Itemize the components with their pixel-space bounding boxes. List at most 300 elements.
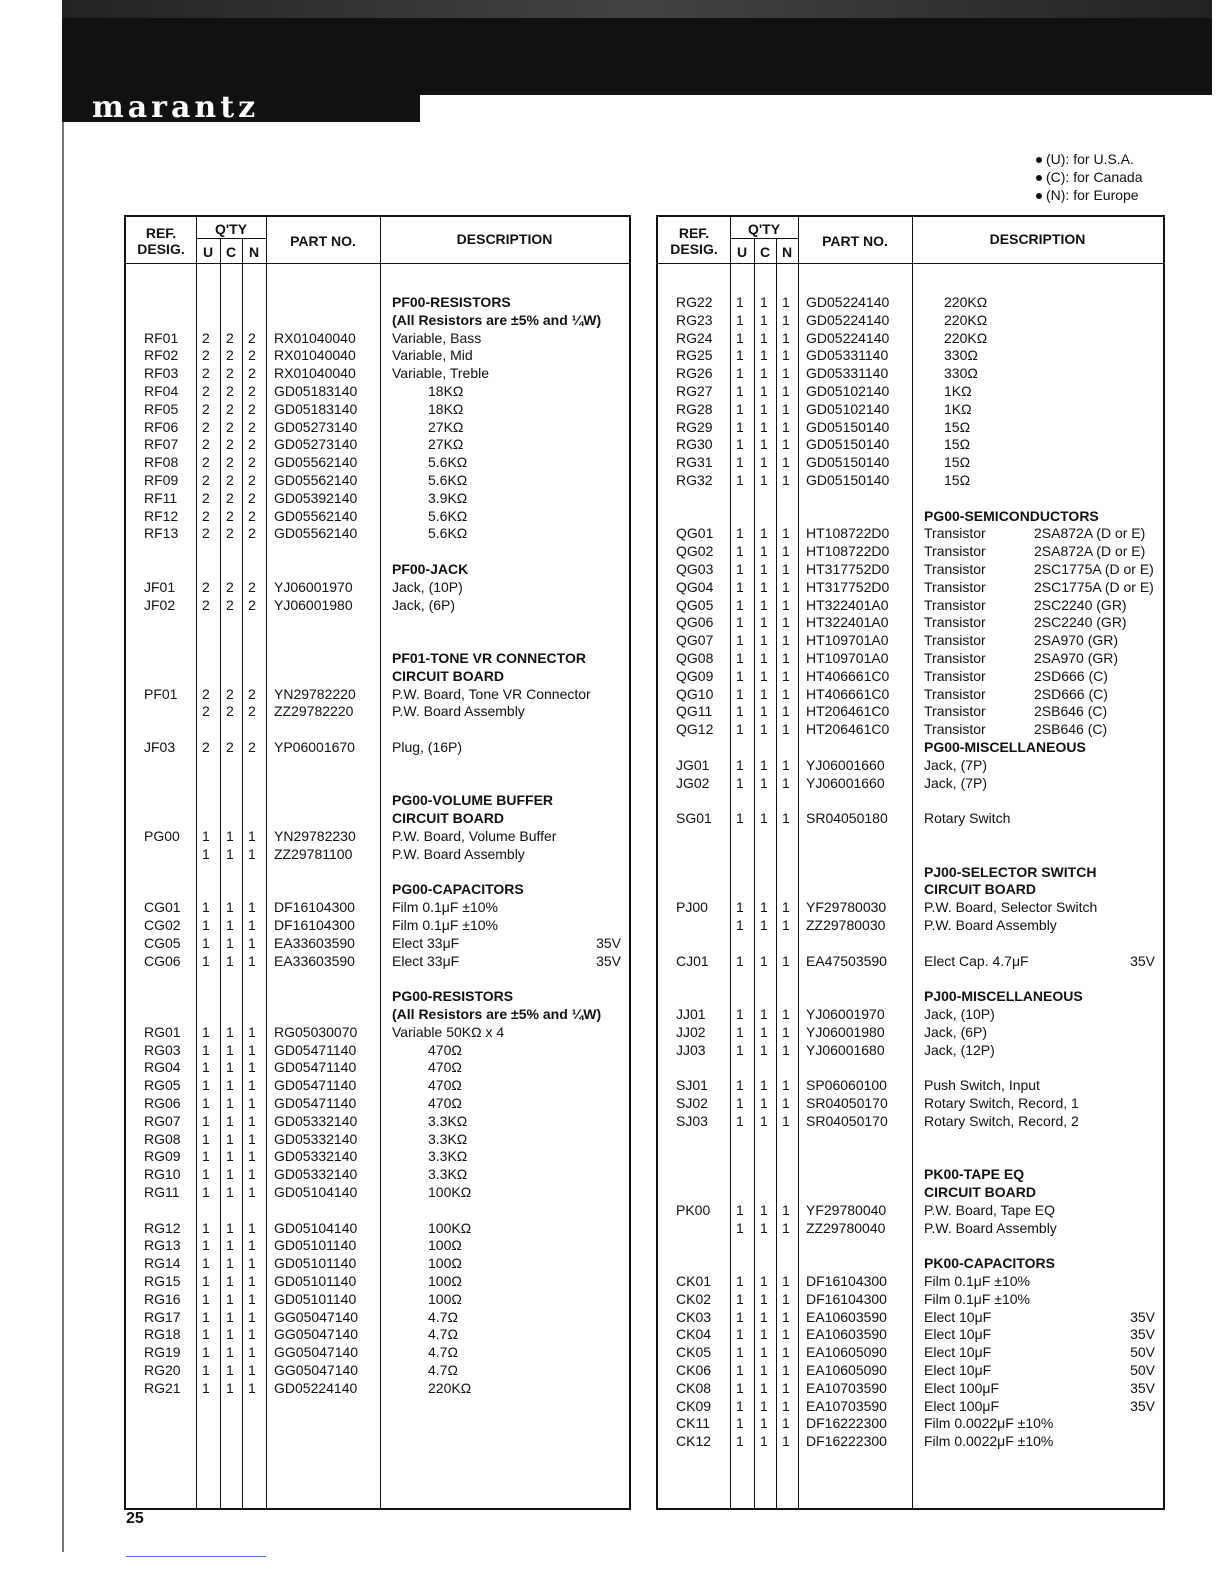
qty-usa-cell: 1 [736,418,744,435]
qty-europe-cell: 1 [782,1308,790,1325]
table-row [658,382,1163,400]
qty-canada-cell: 1 [226,1095,234,1111]
part-number-cell: GD05332140 [274,1148,358,1165]
ref-desig-cell: CK02 [676,1290,712,1307]
qty-europe-cell: 1 [782,400,790,417]
qty-europe-cell: 1 [782,347,790,364]
header-n: N [781,244,793,260]
table-row [658,1272,1163,1290]
qty-canada-cell: 2 [226,436,234,453]
part-number-cell: ZZ29780040 [806,1219,886,1236]
table-row [658,1308,1163,1326]
qty-usa-cell: 1 [202,952,210,969]
part-number-cell: HT109701A0 [806,632,889,649]
table-row [658,631,1163,649]
part-number-cell: GG05047140 [274,1344,359,1361]
qty-usa-cell: 1 [736,596,744,613]
table-row [126,1325,629,1343]
table-row [658,1432,1163,1450]
qty-usa-cell: 1 [736,756,744,773]
ref-desig-cell: RG03 [144,1041,181,1058]
part-number-cell: ZZ29781100 [274,845,353,862]
qty-europe-cell: 2 [248,347,256,364]
ref-desig-cell: RF02 [144,347,179,364]
ref-desig-cell: QG03 [676,561,714,577]
section-heading: PF01-TONE VR CONNECTOR [392,650,586,666]
description-cell: Film 0.1μF ±10% [924,1273,1030,1289]
qty-usa-cell: 1 [202,934,210,951]
qty-canada-cell: 2 [226,383,234,399]
qty-canada-cell: 1 [760,329,768,346]
ref-desig-cell: RG12 [144,1219,181,1236]
table-row [126,1183,629,1201]
table-row [658,471,1163,489]
ref-desig-cell: RG10 [144,1166,181,1183]
description-cell: Rotary Switch [924,810,1011,827]
qty-usa-cell: 1 [736,329,744,346]
table-row [658,1290,1163,1308]
description-cell: 220KΩ [944,294,988,310]
header-description: DESCRIPTION [989,231,1086,247]
ref-desig-cell: CK06 [676,1362,712,1378]
ref-desig-cell: CG02 [144,917,181,933]
part-number-cell: GD05183140 [274,383,358,399]
qty-usa-cell: 1 [202,899,210,916]
qty-canada-cell: 2 [226,365,234,382]
qty-canada-cell: 1 [226,1130,234,1147]
qty-usa-cell: 1 [736,1362,744,1378]
part-number-cell: YF29780030 [806,899,887,916]
part-number-cell: EA10605090 [806,1344,887,1361]
qty-canada-cell: 1 [760,952,768,969]
qty-usa-cell: 1 [736,721,744,738]
qty-europe-cell: 1 [782,1273,790,1289]
table-row [126,1254,629,1272]
qty-europe-cell: 1 [782,899,790,916]
description-cell: 330Ω [944,347,978,364]
qty-usa-cell: 1 [202,1237,210,1254]
qty-europe-cell: 1 [782,810,790,827]
part-number-cell: GD05471140 [274,1059,357,1076]
qty-europe-cell: 1 [782,614,790,631]
legend-item-europe: (N): for Europe [1036,186,1142,204]
description-cell: 15Ω [944,436,971,453]
qty-europe-cell: 1 [248,1130,256,1147]
part-number-cell: SR04050180 [806,810,888,827]
qty-canada-cell: 1 [226,1255,234,1272]
description-cell: P.W. Board Assembly [392,845,525,862]
ref-desig-cell: RG19 [144,1344,181,1361]
qty-usa-cell: 1 [736,543,744,560]
table-row [658,649,1163,667]
qty-europe-cell: 1 [248,1184,256,1200]
description-cell: P.W. Board Assembly [392,703,525,720]
ref-desig-cell: RF08 [144,454,179,471]
table-row [658,542,1163,560]
description-cell: P.W. Board, Volume Buffer [392,828,557,844]
description-cell: 100Ω [428,1237,462,1254]
qty-usa-cell: 1 [736,1344,744,1361]
qty-europe-cell: 2 [248,489,256,506]
qty-canada-cell: 1 [760,1201,768,1218]
description-cell: 15Ω [944,454,971,471]
table-row [126,524,629,542]
part-number-cell: EA33603590 [274,952,355,969]
section-heading: PG00-SEMICONDUCTORS [924,507,1099,524]
table-row [126,1343,629,1361]
table-row [658,524,1163,542]
qty-usa-cell: 2 [202,685,210,702]
description-cell: 220KΩ [944,329,988,346]
part-number-cell: HT406661C0 [806,685,890,702]
table-row [658,667,1163,685]
part-number-cell: YN29782230 [274,828,356,844]
qty-europe-cell: 1 [248,1059,256,1076]
qty-usa-cell: 2 [202,525,210,542]
ref-desig-cell: RG25 [676,347,713,364]
qty-usa-cell: 1 [736,952,744,969]
ref-desig-cell: RG23 [676,311,713,328]
description-cell: Transistor [924,561,986,577]
section-heading: CIRCUIT BOARD [924,881,1036,898]
part-number-cell: HT406661C0 [806,667,890,684]
section-heading: PJ00-MISCELLANEOUS [924,988,1083,1005]
section-heading: PF00-JACK [392,561,469,577]
ref-desig-cell: CK04 [676,1326,712,1343]
table-row [658,1343,1163,1361]
description-cell: 1KΩ [944,383,972,399]
qty-canada-cell: 1 [226,1077,234,1094]
description-cell: Transistor [924,685,986,702]
ref-desig-cell: RG17 [144,1308,181,1325]
description-cell: 4.7Ω [428,1308,458,1325]
part-number-cell: GD05101140 [274,1290,357,1307]
qty-canada-cell: 1 [760,400,768,417]
part-number-cell: GD05150140 [806,454,890,471]
ref-desig-cell: RF11 [144,489,178,506]
description-cell: 470Ω [428,1077,462,1094]
ref-desig-cell: JF03 [144,739,176,755]
header-c: C [225,244,237,260]
type-number-cell: 2SA872A (D or E) [1034,543,1146,560]
section-heading: CIRCUIT BOARD [924,1184,1036,1200]
description-cell: Rotary Switch, Record, 1 [924,1095,1079,1111]
qty-europe-cell: 1 [782,1112,790,1129]
qty-europe-cell: 1 [782,1290,790,1307]
qty-europe-cell: 1 [782,329,790,346]
qty-canada-cell: 1 [760,472,768,488]
description-cell: Film 0.1μF ±10% [392,899,498,916]
voltage-cell: 35V [596,952,621,969]
qty-canada-cell: 1 [226,934,234,951]
ref-desig-cell: RF13 [144,525,179,542]
description-cell: Transistor [924,703,986,720]
qty-europe-cell: 1 [248,1219,256,1236]
ref-desig-cell: JJ01 [676,1006,706,1022]
part-number-cell: GD05224140 [274,1379,358,1396]
ref-desig-cell: SG01 [676,810,712,827]
description-cell: P.W. Board Assembly [924,1219,1057,1236]
table-row [658,418,1163,436]
table-row [126,578,629,596]
qty-canada-cell: 1 [226,1166,234,1183]
description-cell: 5.6KΩ [428,454,468,471]
qty-usa-cell: 1 [202,1130,210,1147]
table-row [126,400,629,418]
ref-desig-cell: RG21 [144,1379,181,1396]
type-number-cell: 2SD666 (C) [1034,667,1108,684]
header-ref: REF. [678,225,710,241]
table-row [126,453,629,471]
table-row [658,720,1163,738]
part-number-cell: GD05392140 [274,489,358,506]
table-row [658,809,1163,827]
table-row [126,1308,629,1326]
ref-desig-cell: RG08 [144,1130,181,1147]
table-row [126,1379,629,1397]
qty-europe-cell: 2 [248,685,256,702]
type-number-cell: 2SA872A (D or E) [1034,525,1146,542]
part-number-cell: GD05562140 [274,507,358,524]
qty-canada-cell: 1 [760,1326,768,1343]
qty-usa-cell: 1 [736,1041,744,1058]
part-number-cell: EA33603590 [274,934,355,951]
description-cell: Transistor [924,721,986,738]
ref-desig-cell: SJ03 [676,1112,708,1129]
part-number-cell: DF16104300 [806,1273,887,1289]
qty-europe-cell: 1 [248,1308,256,1325]
qty-canada-cell: 2 [226,685,234,702]
part-number-cell: GD05471140 [274,1041,357,1058]
qty-usa-cell: 1 [736,1326,744,1343]
header-rule [126,263,629,264]
part-number-cell: HT322401A0 [806,614,889,631]
description-cell: Transistor [924,578,986,595]
table-row [658,311,1163,329]
description-cell: P.W. Board Assembly [924,917,1057,933]
part-number-cell: YF29780040 [806,1201,887,1218]
table-row [126,1219,629,1237]
qty-europe-cell: 1 [782,1041,790,1058]
qty-europe-cell: 1 [248,1095,256,1111]
table-row [658,916,1163,934]
table-row [126,1094,629,1112]
qty-europe-cell: 1 [782,952,790,969]
qty-canada-cell: 2 [226,525,234,542]
qty-usa-cell: 2 [202,578,210,595]
qty-usa-cell: 1 [202,1308,210,1325]
qty-europe-cell: 1 [782,418,790,435]
qty-canada-cell: 1 [760,899,768,916]
table-row [658,578,1163,596]
qty-usa-cell: 1 [736,774,744,791]
qty-usa-cell: 1 [736,578,744,595]
qty-canada-cell: 1 [760,1379,768,1396]
table-row [126,738,629,756]
qty-europe-cell: 1 [782,756,790,773]
qty-canada-cell: 1 [760,436,768,453]
header-ref: REF. [145,225,177,241]
voltage-cell: 50V [1130,1362,1155,1378]
qty-europe-cell: 2 [248,383,256,399]
part-number-cell: EA47503590 [806,952,887,969]
part-number-cell: GD05101140 [274,1255,357,1272]
qty-canada-cell: 1 [226,1326,234,1343]
qty-europe-cell: 1 [782,685,790,702]
qty-usa-cell: 1 [202,1112,210,1129]
qty-europe-cell: 2 [248,703,256,720]
description-cell: Elect 100μF [924,1379,999,1396]
table-row [126,934,629,952]
description-cell: Jack, (7P) [924,756,988,773]
part-number-cell: GD05332140 [274,1166,358,1183]
table-row [126,596,629,614]
table-row [126,1058,629,1076]
qty-canada-cell: 1 [760,578,768,595]
qty-usa-cell: 2 [202,739,210,755]
ref-desig-cell: RF12 [144,507,179,524]
section-heading: PK00-CAPACITORS [924,1255,1055,1272]
table-row [658,560,1163,578]
qty-europe-cell: 1 [782,721,790,738]
qty-canada-cell: 1 [226,1059,234,1076]
qty-europe-cell: 1 [782,703,790,720]
table-row [126,1076,629,1094]
qty-europe-cell: 1 [782,774,790,791]
description-cell: 4.7Ω [428,1344,458,1361]
description-cell: 18KΩ [428,383,464,399]
qty-canada-cell: 1 [760,1344,768,1361]
qty-europe-cell: 1 [248,934,256,951]
qty-europe-cell: 1 [248,1290,256,1307]
qty-usa-cell: 1 [736,899,744,916]
description-cell: Film 0.1μF ±10% [392,917,498,933]
table-row [658,346,1163,364]
part-number-cell: GD05332140 [274,1112,358,1129]
description-cell: 3.3KΩ [428,1166,468,1183]
header-part-no: PART NO. [290,233,356,249]
qty-usa-cell: 2 [202,365,210,382]
part-number-cell: YP06001670 [274,739,355,755]
qty-usa-cell: 1 [202,1273,210,1289]
ref-desig-cell: PJ00 [676,899,708,916]
part-number-cell: GD05101140 [274,1273,357,1289]
qty-europe-cell: 1 [248,1237,256,1254]
qty-canada-cell: 1 [760,632,768,649]
type-number-cell: 2SD666 (C) [1034,685,1108,702]
qty-canada-cell: 1 [226,1344,234,1361]
qty-europe-cell: 1 [782,650,790,666]
description-cell: Plug, (16P) [392,739,463,755]
qty-europe-cell: 2 [248,418,256,435]
table-row [658,1023,1163,1041]
qty-canada-cell: 1 [226,1023,234,1040]
qty-europe-cell: 2 [248,436,256,453]
qty-usa-cell: 1 [202,1326,210,1343]
qty-europe-cell: 2 [248,525,256,542]
ref-desig-cell: CK01 [676,1273,712,1289]
part-number-cell: GD05562140 [274,472,358,488]
table-row [126,435,629,453]
ref-desig-cell: RG07 [144,1112,181,1129]
qty-rule [196,238,266,239]
table-row [658,1201,1163,1219]
qty-usa-cell: 1 [202,1023,210,1040]
ref-desig-cell: RF06 [144,418,179,435]
ref-desig-cell: RG14 [144,1255,181,1272]
ref-desig-cell: CK09 [676,1397,712,1414]
qty-usa-cell: 2 [202,703,210,720]
ref-desig-cell: CG01 [144,899,181,916]
description-cell: Jack, (10P) [392,578,463,595]
voltage-cell: 35V [1130,1308,1155,1325]
voltage-cell: 35V [1130,1379,1155,1396]
part-number-cell: GD05562140 [274,454,358,471]
qty-canada-cell: 1 [226,1290,234,1307]
qty-usa-cell: 2 [202,507,210,524]
qty-canada-cell: 2 [226,739,234,755]
ref-desig-cell: RG05 [144,1077,181,1094]
description-cell: 15Ω [944,472,971,488]
table-row [658,1005,1163,1023]
description-cell: Elect 33μF [392,952,460,969]
table-row [658,1219,1163,1237]
description-cell: 100Ω [428,1273,462,1289]
part-number-cell: YJ06001980 [274,596,353,613]
part-number-cell: HT206461C0 [806,721,890,738]
table-row [658,756,1163,774]
qty-canada-cell: 1 [226,1237,234,1254]
qty-canada-cell: 1 [226,1112,234,1129]
qty-usa-cell: 1 [736,1397,744,1414]
voltage-cell: 35V [1130,1326,1155,1343]
description-cell: 4.7Ω [428,1326,458,1343]
qty-europe-cell: 1 [782,1415,790,1432]
header-description: DESCRIPTION [456,231,553,247]
ref-desig-cell: RG13 [144,1237,181,1254]
ref-desig-cell: RF03 [144,365,179,382]
margin-rule [62,122,64,1552]
ref-desig-cell: QG06 [676,614,714,631]
description-cell: Variable 50KΩ x 4 [392,1023,505,1040]
qty-europe-cell: 1 [248,899,256,916]
qty-europe-cell: 1 [782,294,790,310]
table-row [658,774,1163,792]
table-row [126,471,629,489]
table-row [658,702,1163,720]
qty-usa-cell: 1 [202,1166,210,1183]
type-number-cell: 2SC2240 (GR) [1034,596,1127,613]
qty-usa-cell: 1 [202,1095,210,1111]
table-row [126,507,629,525]
table-row [658,685,1163,703]
section-heading: CIRCUIT BOARD [392,667,504,684]
part-number-cell: RX01040040 [274,347,356,364]
ref-desig-cell: RG11 [144,1184,180,1200]
qty-usa-cell: 1 [736,1273,744,1289]
header-c: C [759,244,771,260]
qty-canada-cell: 1 [760,1415,768,1432]
page-number: 25 [126,1510,144,1527]
qty-usa-cell: 1 [202,1379,210,1396]
qty-usa-cell: 1 [736,917,744,933]
qty-usa-cell: 1 [736,561,744,577]
part-number-cell: GD05273140 [274,418,358,435]
qty-canada-cell: 1 [226,1148,234,1165]
qty-europe-cell: 1 [782,917,790,933]
qty-usa-cell: 1 [202,1219,210,1236]
header-desig: DESIG. [137,241,185,257]
